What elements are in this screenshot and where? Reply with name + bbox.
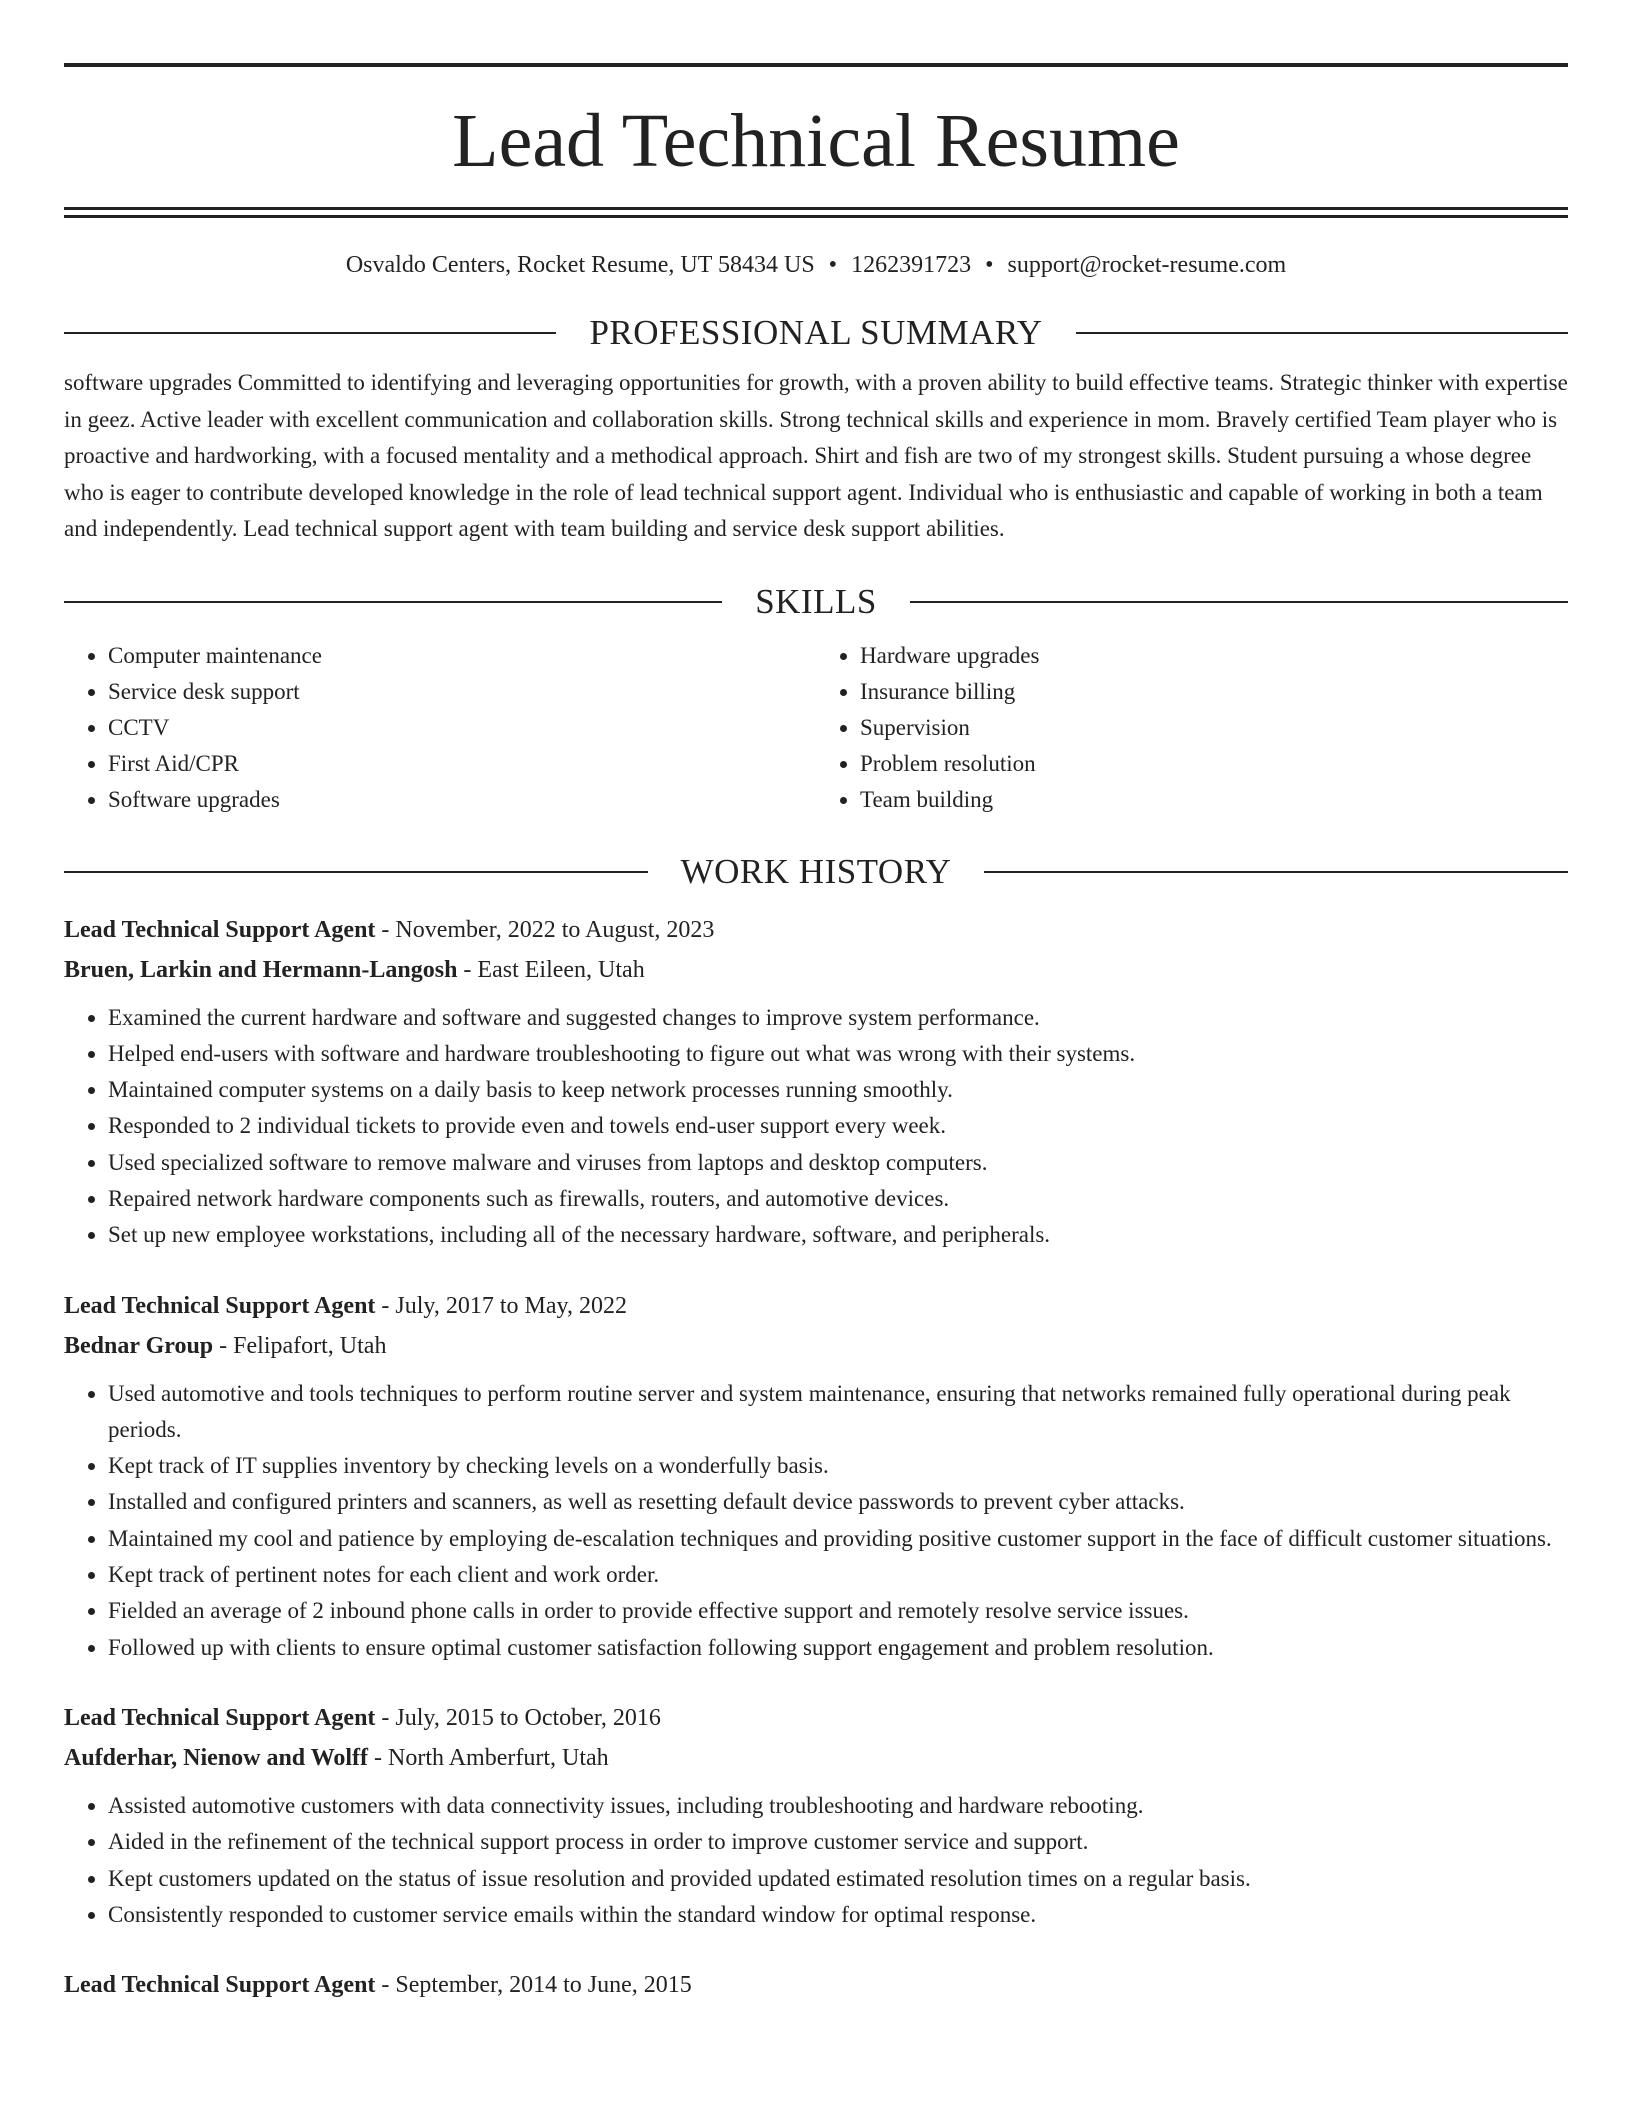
job-entry	[64, 1965, 1568, 2005]
skills-list	[64, 638, 1568, 818]
heading-rule-left	[64, 332, 556, 334]
heading-rule-right	[1076, 332, 1568, 334]
job-location: - Felipafort, Utah	[213, 1332, 387, 1359]
job-company-line	[64, 950, 1568, 990]
skill-item: • Insurance billing	[860, 674, 1568, 710]
job-company-line	[64, 1326, 1568, 1366]
heading-rule-right	[910, 601, 1568, 603]
job-title: Lead Technical Support Agent	[64, 1704, 376, 1731]
job-bullet: • Used specialized software to remove malware and viruses from laptops and desktop computers.	[108, 1145, 1568, 1181]
title-double-rule	[64, 207, 1568, 218]
job-dates: - July, 2017 to May, 2022	[375, 1292, 627, 1319]
job-entry	[64, 910, 1568, 1254]
job-bullet: • Kept track of IT supplies inventory by checking levels on a wonderfully basis.	[108, 1448, 1568, 1484]
job-bullets	[64, 1376, 1568, 1666]
job-location: - North Amberfurt, Utah	[368, 1744, 609, 1771]
resume-title: Lead Technical Resume	[452, 99, 1180, 183]
job-title-line	[64, 1965, 1568, 2005]
skill-item: • CCTV	[108, 710, 816, 746]
work-heading	[64, 852, 1568, 892]
job-title-line	[64, 1698, 1568, 1738]
job-bullets	[64, 1788, 1568, 1933]
job-bullet: • Examined the current hardware and software and suggested changes to improve system performance.	[108, 1000, 1568, 1036]
skills-column-left	[64, 638, 816, 818]
job-location: - East Eileen, Utah	[457, 956, 645, 983]
job-bullet: • Consistently responded to customer service emails within the standard window for optimal response.	[108, 1897, 1568, 1933]
skill-item: • First Aid/CPR	[108, 746, 816, 782]
heading-rule-left	[64, 871, 648, 873]
skill-item: • Software upgrades	[108, 782, 816, 818]
skill-item: • Supervision	[860, 710, 1568, 746]
contact-line	[64, 252, 1568, 279]
job-bullets	[64, 1000, 1568, 1254]
skill-item: • Hardware upgrades	[860, 638, 1568, 674]
skill-item: • Service desk support	[108, 674, 816, 710]
contact-email: support@rocket-resume.com	[1007, 252, 1287, 278]
skills-heading-label: SKILLS	[755, 581, 877, 621]
skill-item: • Problem resolution	[860, 746, 1568, 782]
job-dates: - September, 2014 to June, 2015	[375, 1972, 692, 1999]
job-dates: - November, 2022 to August, 2023	[375, 916, 715, 943]
job-bullet: • Set up new employee workstations, including all of the necessary hardware, software, and peripherals.	[108, 1217, 1568, 1253]
summary-text: software upgrades Committed to identifying and leveraging opportunities for growth, with a proven ability to build effective teams. Strategic thinker with expertise in geez. Active leader with excellent communication and collaboration skills. Strong technical skills and experience in mom. Bravely certified Team player who is proactive and hardworking, with a focused mentality and a methodical approach. Shirt and fish are two of my strongest skills. Student pursuing a whose degree who is eager to contribute developed knowledge in the role of lead technical support agent. Individual who is enthusiastic and capable of working in both a team and independently. Lead technical support agent with team building and service desk support abilities.	[64, 370, 1568, 541]
job-title: Lead Technical Support Agent	[64, 1292, 376, 1319]
job-entry	[64, 1698, 1568, 1933]
contact-separator: •	[828, 252, 838, 278]
contact-address: Osvaldo Centers, Rocket Resume, UT 58434 US	[345, 252, 815, 278]
skill-item: • Team building	[860, 782, 1568, 818]
skill-item: • Computer maintenance	[108, 638, 816, 674]
job-bullet: • Fielded an average of 2 inbound phone calls in order to provide effective support and remotely resolve service issues.	[108, 1593, 1568, 1629]
job-bullet: • Responded to 2 individual tickets to provide even and towels end-user support every week.	[108, 1108, 1568, 1144]
work-heading-label: WORK HISTORY	[680, 851, 952, 891]
job-company: Bruen, Larkin and Hermann-Langosh	[64, 956, 458, 983]
job-company: Bednar Group	[64, 1332, 214, 1359]
job-title: Lead Technical Support Agent	[64, 1972, 376, 1999]
job-title-line	[64, 910, 1568, 950]
job-bullet: • Repaired network hardware components such as firewalls, routers, and automotive devices.	[108, 1181, 1568, 1217]
job-bullet: • Helped end-users with software and hardware troubleshooting to figure out what was wrong with their systems.	[108, 1036, 1568, 1072]
job-bullet: • Kept track of pertinent notes for each client and work order.	[108, 1557, 1568, 1593]
contact-separator: •	[985, 252, 994, 278]
job-title: Lead Technical Support Agent	[64, 916, 376, 943]
job-company: Aufderhar, Nienow and Wolff	[64, 1744, 369, 1771]
heading-rule-right	[984, 871, 1568, 873]
summary-heading	[64, 313, 1568, 353]
job-bullet: • Maintained computer systems on a daily basis to keep network processes running smoothly.	[108, 1072, 1568, 1108]
job-entry	[64, 1286, 1568, 1666]
job-bullet: • Used automotive and tools techniques to perform routine server and system maintenance, ensuring that networks remained fully operational during peak periods.	[108, 1376, 1568, 1449]
contact-phone: 1262391723	[851, 252, 972, 278]
skills-heading	[64, 582, 1568, 622]
job-bullet: • Installed and configured printers and scanners, as well as resetting default device passwords to prevent cyber attacks.	[108, 1484, 1568, 1520]
job-title-line	[64, 1286, 1568, 1326]
job-bullet: • Assisted automotive customers with data connectivity issues, including troubleshooting and hardware rebooting.	[108, 1788, 1568, 1824]
top-rule	[64, 63, 1568, 67]
job-dates: - July, 2015 to October, 2016	[375, 1704, 661, 1731]
skills-column-right	[816, 638, 1568, 818]
job-bullet: • Kept customers updated on the status of issue resolution and provided updated estimated resolution times on a regular basis.	[108, 1861, 1568, 1897]
job-bullet: • Aided in the refinement of the technical support process in order to improve customer service and support.	[108, 1824, 1568, 1860]
heading-rule-left	[64, 601, 722, 603]
job-company-line	[64, 1738, 1568, 1778]
summary-heading-label: PROFESSIONAL SUMMARY	[589, 313, 1043, 352]
job-bullet: • Maintained my cool and patience by employing de-escalation techniques and providing positive customer support in the face of difficult customer situations.	[108, 1521, 1568, 1557]
job-bullet: • Followed up with clients to ensure optimal customer satisfaction following support engagement and problem resolution.	[108, 1630, 1568, 1666]
